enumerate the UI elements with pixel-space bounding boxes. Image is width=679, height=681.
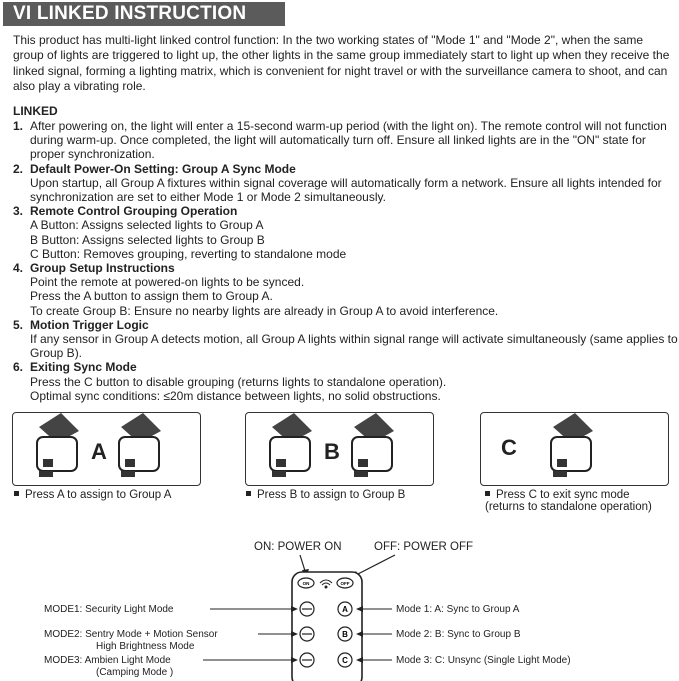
svg-text:ON: ON (302, 581, 310, 586)
card-letter: B (324, 439, 340, 464)
step-number: 4. (13, 261, 24, 276)
intro-paragraph: This product has multi-light linked control function: In the two working states of "Mode 1" and "Mode 2", when the same group of lights are triggered to light up, the other lights in the same group immediately start to light up when they receive the linked signal, forming a lighting matrix, which is convenient for night travel or with the surveillance camera to shoot, and can also play a vibrating role. (13, 33, 670, 94)
card-caption-b: Press B to assign to Group B (246, 489, 466, 501)
svg-text:B: B (342, 630, 348, 639)
step-text: A Button: Assigns selected lights to Group A (30, 218, 264, 233)
step-number: 3. (13, 204, 24, 219)
step-text: B Button: Assigns selected lights to Group B (30, 232, 265, 247)
svg-text:A: A (342, 605, 348, 614)
step-text: C Button: Removes grouping, reverting to standalone mode (30, 246, 347, 261)
svg-text:OFF: OFF (340, 581, 350, 586)
step-heading: Group Setup Instructions (30, 261, 175, 276)
group-b-label: Mode 2: B: Sync to Group B (396, 629, 521, 640)
card-caption-c: Press C to exit sync mode (returns to standalone operation) (485, 489, 652, 513)
mode1-label: MODE1: Security Light Mode (44, 604, 174, 615)
step-text: Press the A button to assign them to Group A. (30, 289, 273, 304)
svg-text:C: C (342, 656, 348, 665)
step-number: 5. (13, 317, 24, 332)
card-letter: C (501, 435, 517, 460)
step-number: 6. (13, 360, 24, 375)
group-a-label: Mode 1: A: Sync to Group A (396, 604, 520, 615)
step-text: To create Group B: Ensure no nearby lights are already in Group A to avoid interference. (30, 303, 499, 318)
step-text: After powering on, the light will enter a 15-second warm-up period (with the light on). The remote control will not function during warm-up. Once completed, the light will automatically turn off. Ensure all linked lights are in the "ON" state for proper synchronization. (30, 119, 667, 162)
card-letter: A (91, 439, 107, 464)
step-text: Point the remote at powered-on lights to be synced. (30, 275, 305, 290)
unsync-label: Mode 3: C: Unsync (Single Light Mode) (396, 655, 571, 666)
mode2-sublabel: High Brightness Mode (96, 641, 195, 652)
section-title: VI LINKED INSTRUCTION (13, 3, 247, 24)
step-text: Upon startup, all Group A fixtures within signal coverage will automatically form a network. Ensure all lights intended for synchronization are set to either Mode 1 or Mode 2 simultaneously. (30, 175, 662, 205)
mode2-label: MODE2: Sentry Mode + Motion Sensor (44, 629, 218, 640)
step-text: If any sensor in Group A detects motion, all Group A lights within signal range will activate simultaneously (same applies to Group B). (30, 332, 678, 361)
step-heading: Exiting Sync Mode (30, 360, 137, 375)
linked-heading: LINKED (13, 104, 58, 118)
step-heading: Remote Control Grouping Operation (30, 204, 238, 219)
step-number: 2. (13, 161, 24, 176)
step-text: Optimal sync conditions: ≤20m distance between lights, no solid obstructions. (30, 388, 441, 403)
off-label: OFF: POWER OFF (374, 541, 474, 553)
step-text: Press the C button to disable grouping (returns lights to standalone operation). (30, 374, 447, 389)
mode3-sublabel: (Camping Mode ) (96, 667, 174, 678)
on-label: ON: POWER ON (254, 541, 342, 553)
card-caption-a: Press A to assign to Group A (14, 489, 224, 501)
step-number: 1. (13, 119, 24, 133)
step-heading: Default Power-On Setting: Group A Sync Mode (30, 161, 296, 176)
step-heading: Motion Trigger Logic (30, 317, 149, 332)
mode3-label: MODE3: Ambien Light Mode (44, 655, 171, 666)
